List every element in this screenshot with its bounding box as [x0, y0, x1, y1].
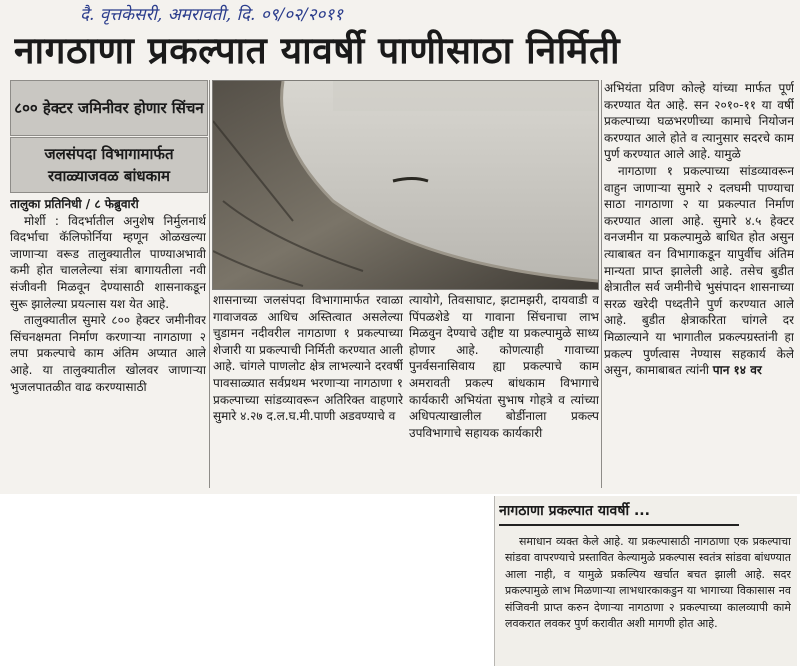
- paragraph: अभियंता प्रविण कोल्हे यांच्या मार्फत पूर्ण करण्यात येत आहे. सन २०१०-११ या वर्षी प्रकल्पाच्या घळभरणीच्या कामाचे नियोजन करण्यात आले होते व त्यानुसार सदरचे काम पुर्ण करण्यात आले आहे. यामुळे: [604, 81, 794, 162]
- column-3: [409, 292, 599, 488]
- reservoir-photo: [212, 80, 599, 290]
- article-headline: नागठाणा प्रकल्पात यावर्षी पाणीसाठा निर्मिती: [14, 29, 621, 72]
- paragraph: [604, 163, 794, 379]
- continued-on-page: पान १४ वर: [712, 363, 762, 378]
- paragraph: मोर्शी : विदर्भातील अनुशेष निर्मुलनार्थ विदर्भाचा कॅलिफोर्निया म्हणून ओळखल्या जाणाऱ्या वरूड तालुक्यातील पाण्याअभावी कमी होत चाललेल्या संत्रा बागायतीला नवी संजीवनी मिळवून देण्यासाठी शासनाकडून सुरू झालेल्या प्रयत्नास यश येत आहे.: [10, 213, 206, 311]
- paragraph: शासनाच्या जलसंपदा विभागामार्फत रवाळा गावाजवळ आधिच अस्तित्वात असलेल्या चुडामन नदीवरील नागठाणा १ प्रकल्पाच्या शेजारी या प्रकल्पाची निर्मिती करण्यात आली आहे. चांगले पाणलोट क्षेत्र लाभल्याने दरवर्षी पावसाळ्यात सर्वप्रथम भरणाऱ्या नागठाणा १ प्रकल्पाच्या सांडव्यावरून अतिरिक्त वाहणारे सुमारे ४.२७ द.ल.घ.मी.पाणी अडवण्याचे व: [213, 293, 403, 424]
- column-2: [213, 292, 403, 488]
- continuation-clipping: [494, 496, 797, 666]
- subheading-construction: जलसंपदा विभागामार्फत रवाळ्याजवळ बांधकाम: [10, 137, 208, 193]
- continuation-title: नागठाणा प्रकल्पात यावर्षी ...: [499, 500, 739, 526]
- paragraph: तालुक्यातील सुमारे ८०० हेक्टर जमीनीवर सिंचनक्षमता निर्माण करणाऱ्या नागठाणा २ लपा प्रकल्पाचे काम अंतिम अप्यात आले आहे. या तालुक्यातील खोलवर जाणाऱ्या भुजलपातळीत वाढ करण्यासाठी: [10, 313, 206, 394]
- column-4: [604, 80, 794, 488]
- column-divider: [601, 80, 602, 488]
- column-divider: [209, 80, 210, 488]
- subheading-irrigation: ८०० हेक्टर जमिनीवर होणार सिंचन: [10, 80, 208, 136]
- paragraph: त्यायोगे, तिवसाघाट, झटामझरी, दायवाडी व पिंपळशेडे या गावाना सिंचनाचा लाभ मिळवुन देण्याचे उद्दीष्ट या प्रकल्पामुळे साध्य होणार आहे. कोणत्याही गावाच्या पुनर्वसनासिवाय ह्या प्रकल्पाचे काम अमरावती प्रकल्प बांधकाम विभागाचे कार्यकारी अभियंता सुभाष गोहत्रे व त्यांच्या अधिपत्याखालील बोर्डीनाला प्रकल्प उपविभागाचे सहायक कार्यकारी: [409, 293, 599, 440]
- handwritten-source-note: दै. वृत्तकेसरी, अमरावती, दि. ०९/०२/२०११: [80, 5, 344, 25]
- paragraph-text: नागठाणा १ प्रकल्पाच्या सांडव्यावरून वाहुन जाणाऱ्या सुमारे २ दलघमी पाण्याचा साठा नागठाणा २ या प्रकल्पात निर्माण करण्यात आला आहे. सुमारे ४.५ हेक्टर वनजमीन या प्रकल्पामुळे बाधित होत असुन त्याबाबत वन विभागाकडून यापुर्वीच अंतिम मान्यता प्राप्त झालेली आहे. तसेच बुडीत क्षेत्रातील सर्व जमीनीचे भुसंपादन शासनाच्या सरळ खरेदी पध्दतीने पुर्ण करण्यात आले आहे. बुडीत क्षेत्राकरिता चांगले दर मिळाल्याने या भागातील प्रकल्पग्रस्तांनी हा प्रकल्प पुर्णत्वास नेण्यास सहकार्य केले असुन, कामाबाबत त्यांनी: [604, 163, 794, 378]
- dateline: तालुका प्रतिनिधी / ८ फेब्रुवारी: [10, 197, 139, 211]
- column-1: [10, 196, 206, 488]
- continuation-text: समाधान व्यक्त केले आहे. या प्रकल्पासाठी नागठाणा एक प्रकल्पाचा सांडवा वापरण्याचे प्रस्तावित केल्यामुळे प्रकल्पास स्वतंत्र सांडवा बांधण्यात आला नाही, व यामुळे प्रकल्पिय खर्चात बचत झाली आहे. सदर प्रकल्पामुळे लाभ मिळणाऱ्या लाभधारकाकडुन या भागाच्या विकासास नव संजिवनी प्राप्त करुन देणाऱ्या नागठाणा २ प्रकल्पाच्या कालव्यापी कामे लवकरात लवकर पुर्ण करावीत अशी मागणी होत आहे.: [505, 535, 791, 631]
